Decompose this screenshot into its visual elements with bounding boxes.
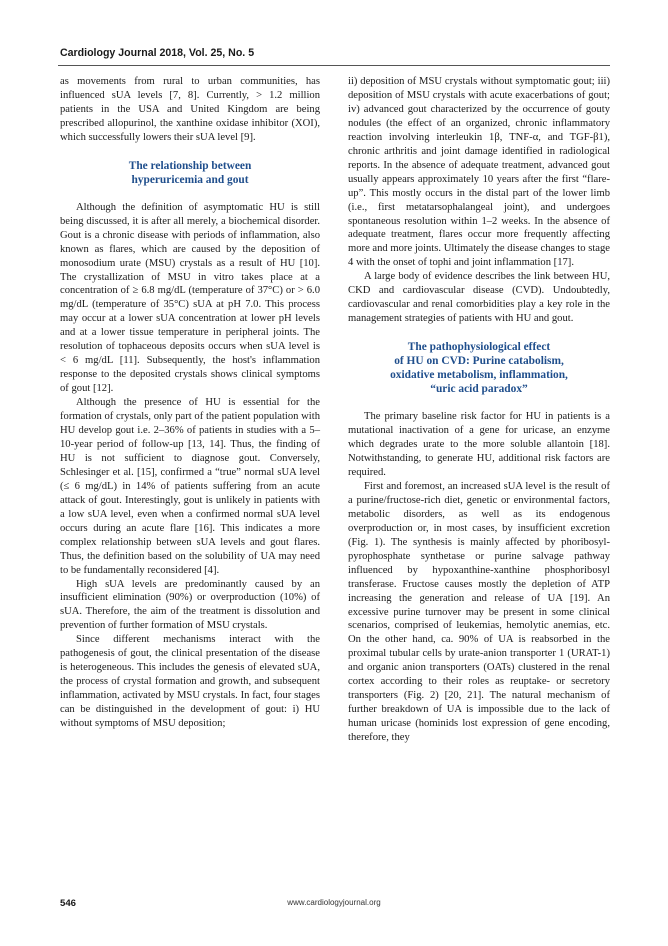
heading-line: “uric acid paradox” xyxy=(430,383,528,396)
heading-line: oxidative metabolism, inflammation, xyxy=(390,369,568,382)
paragraph: ii) deposition of MSU crystals without symptomatic gout; iii) deposition of MSU crystals with acute exacerbations of gout; iv) advanced gout characterized by the occurrence of gouty nodules (the effect of an organized, chronic inflammatory reaction involving interleukin 1β, TNF-α, and TGF-β1), chronic arthritis and joint damage identified in radiological reports. In the absence of adequate treatment, advanced gout usually appears approximately 10 years after the first “flare-up”. This mostly occurs in the distal part of the lower limb (i.e., first metatarsophalangeal joint), and undergoes spontaneous resolution within 1–2 weeks. In the absence of adequate treatment, flares occur more frequently affecting more and more joints. Ultimately the disease changes to stage 4 with the onset of tophi and joint inflammation [17]. xyxy=(348,76,610,269)
paragraph: First and foremost, an increased sUA level is the result of a purine/fructose-rich diet, genetic or environmental factors, metabolic disorders, as well as its endogenous overproduction or, in most cases, by insufficient excretion (Fig. 1). The synthesis is mainly affected by phoribosyl-pyrophosphate synthetase or purine salvage pathway influenced by hypoxanthine-xanthine phosphoribosyl transferase. Fructose causes mostly the depletion of ATP increasing the generation and release of UA [19]. An excessive purine turnover may be present in some clinical scenarios, comprised of leukemias, hemolytic anemias, etc. On the other hand, ca. 90% of UA is reabsorbed in the proximal tubular cells by urate-anion transporter 1 (URAT-1) and organic anion transporters (OATs) clustered in the renal cortex according to their roles as reuptake- or secretory transporters (Fig. 2) [20, 21]. The natural mechanism of further breakdown of UA is impossible due to the lack of human uricase (hominids lost expression of gene encoding, therefore, they xyxy=(348,480,610,744)
paragraph: Although the definition of asymptomatic HU is still being discussed, it is after all merely, a biochemical disorder. Gout is a chronic disease with periods of inflammation, also known as flares, which are caused by the deposition of monosodium urate (MSU) crystals as a result of HU [10]. The crystallization of MSU in vitro takes place at a concentration of ≥ 6.8 mg/dL (temperature of 37°C) or > 6.0 mg/dL (temperature of 35°C) sUA at pH 7.0. This process may occur at a lower sUA concentration at lower pH levels and at a lower tissue temperature in peripheral joints. The resolution of tophaceous deposits occurs when sUA level is < 6 mg/dL [11]. Subsequently, the host's inflammation response to the deposited crystals shows clinical symptoms of gout [12]. xyxy=(60,201,320,395)
heading-line: of HU on CVD: Purine catabolism, xyxy=(394,355,564,368)
paragraph: Since different mechanisms interact with the pathogenesis of gout, the clinical presentation of the disease is heterogeneous. This includes the genesis of elevated sUA, the process of crystal formation and growth, and subsequent inflammation, activated by MSU crystals. In fact, four stages can be distinguished in the development of gout: i) HU without symptoms of MSU deposition; xyxy=(60,634,320,730)
paragraph: A large body of evidence describes the link between HU, CKD and cardiovascular disease (CVD). Undoubtedly, cardiovascular and renal comorbidities play a key role in the management strategies of patients with HU and gout. xyxy=(348,271,610,325)
page-number: 546 xyxy=(60,898,77,909)
paragraph: as movements from rural to urban communities, has influenced sUA levels [7, 8]. Currently, > 1.2 million patients in the USA and United Kingdom are being prescribed allopurinol, the xanthine oxidase inhibitor (XOI), which successfully lowers their sUA level [9]. xyxy=(60,76,320,143)
header-rule xyxy=(58,65,610,66)
heading-line: The relationship between xyxy=(128,159,252,172)
left-column xyxy=(60,75,320,731)
heading-line: The pathophysiological effect xyxy=(407,341,551,354)
paragraph: Although the presence of HU is essential for the formation of crystals, only part of the patient population with HU develop gout i.e. 2–36% of patients in studies with a 5–10-year period of follow-up [13, 14]. Thus, the finding of HU is not sufficient to diagnose gout. Conversely, Schlesinger et al. [15], confirmed a “true” normal sUA level (≤ 6 mg/dL) in 14% of patients suffering from an acute attack of gout. Interestingly, gout is unlikely in patients with a low sUA level, even when a confirmed normal sUA level occurs during an acute flare [16]. This indicates a more complex relationship between sUA levels and gout flares. Thus, the definition based on the solubility of UA may need to be fundamentally reconsidered [4]. xyxy=(60,397,320,576)
paragraph: The primary baseline risk factor for HU in patients is a mutational inactivation of a gene for uricase, an enzyme which degrades urate to the more soluble allantoin [18]. Notwithstanding, to generate HU, additional risk factors are required. xyxy=(348,411,610,478)
section-heading xyxy=(348,340,610,396)
paragraph: High sUA levels are predominantly caused by an insufficient elimination (90%) or overproduction (10%) of sUA. Therefore, the aim of the treatment is dissolution and prevention of further formation of MSU crystals. xyxy=(60,578,320,632)
heading-line: hyperuricemia and gout xyxy=(131,173,249,186)
running-header: Cardiology Journal 2018, Vol. 25, No. 5 xyxy=(60,47,255,59)
journal-url[interactable]: www.cardiologyjournal.org xyxy=(287,898,381,907)
right-column xyxy=(348,75,610,745)
section-heading xyxy=(60,159,320,187)
